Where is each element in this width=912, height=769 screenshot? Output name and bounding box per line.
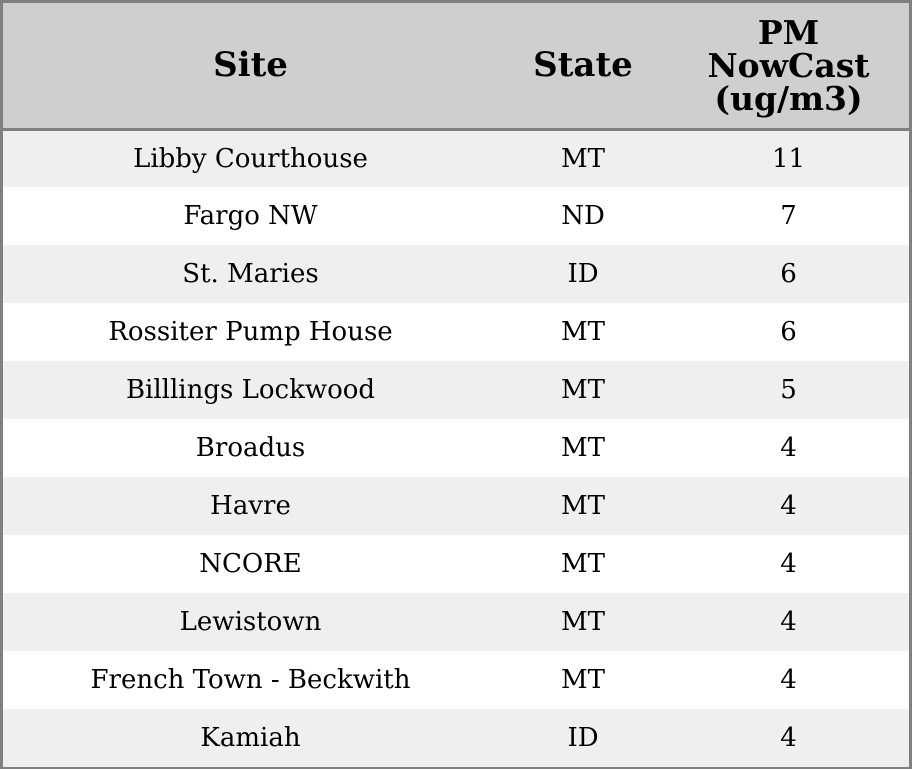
table-row — [3, 651, 909, 709]
table-row — [3, 361, 909, 419]
cell-pm-nowcast: 4 — [780, 607, 797, 637]
table-row — [3, 477, 909, 535]
cell-state: MT — [561, 143, 605, 174]
cell-site: St. Maries — [182, 259, 319, 289]
cell-pm-nowcast: 6 — [780, 259, 797, 289]
cell-pm-nowcast: 11 — [771, 143, 806, 174]
cell-pm-nowcast: 4 — [780, 433, 797, 463]
cell-site: Kamiah — [200, 723, 301, 753]
cell-site: NCORE — [199, 549, 302, 579]
cell-site: Lewistown — [179, 607, 322, 637]
cell-pm-nowcast: 6 — [780, 317, 797, 347]
header-pm-nowcast — [668, 3, 909, 129]
table-row — [3, 709, 909, 767]
cell-state: MT — [561, 549, 605, 579]
cell-site: Broadus — [195, 433, 306, 463]
cell-pm-nowcast: 7 — [780, 201, 797, 231]
header-pm-line-3: (ug/m3) — [714, 78, 863, 118]
cell-state: MT — [561, 433, 605, 463]
cell-site: Libby Courthouse — [133, 143, 368, 174]
cell-site: Billlings Lockwood — [125, 375, 376, 405]
cell-site: Rossiter Pump House — [108, 317, 393, 347]
table-header — [3, 3, 909, 129]
header-state: State — [498, 3, 668, 129]
table-body — [3, 129, 909, 767]
cell-site: Havre — [210, 491, 291, 521]
header-row — [3, 3, 909, 129]
table-row — [3, 593, 909, 651]
cell-site: French Town - Beckwith — [90, 665, 411, 695]
cell-state: MT — [561, 665, 605, 695]
header-pm-line-1: PM — [757, 12, 820, 52]
cell-pm-nowcast: 4 — [780, 665, 797, 695]
cell-pm-nowcast: 4 — [780, 723, 797, 753]
cell-state: ID — [567, 723, 599, 753]
pm-nowcast-table — [3, 3, 909, 767]
cell-site: Fargo NW — [183, 201, 318, 231]
table-row — [3, 129, 909, 187]
table-row — [3, 303, 909, 361]
table-row — [3, 419, 909, 477]
cell-state: ND — [561, 201, 605, 231]
cell-state: MT — [561, 317, 605, 347]
cell-pm-nowcast: 5 — [780, 375, 797, 405]
table-row — [3, 245, 909, 303]
cell-state: MT — [561, 607, 605, 637]
header-site: Site — [3, 3, 498, 129]
cell-state: MT — [561, 375, 605, 405]
cell-state: MT — [561, 491, 605, 521]
cell-state: ID — [567, 259, 599, 289]
cell-pm-nowcast: 4 — [780, 491, 797, 521]
table-row — [3, 535, 909, 593]
cell-pm-nowcast: 4 — [780, 549, 797, 579]
header-pm-line-2: NowCast — [707, 45, 870, 85]
table-row — [3, 187, 909, 245]
